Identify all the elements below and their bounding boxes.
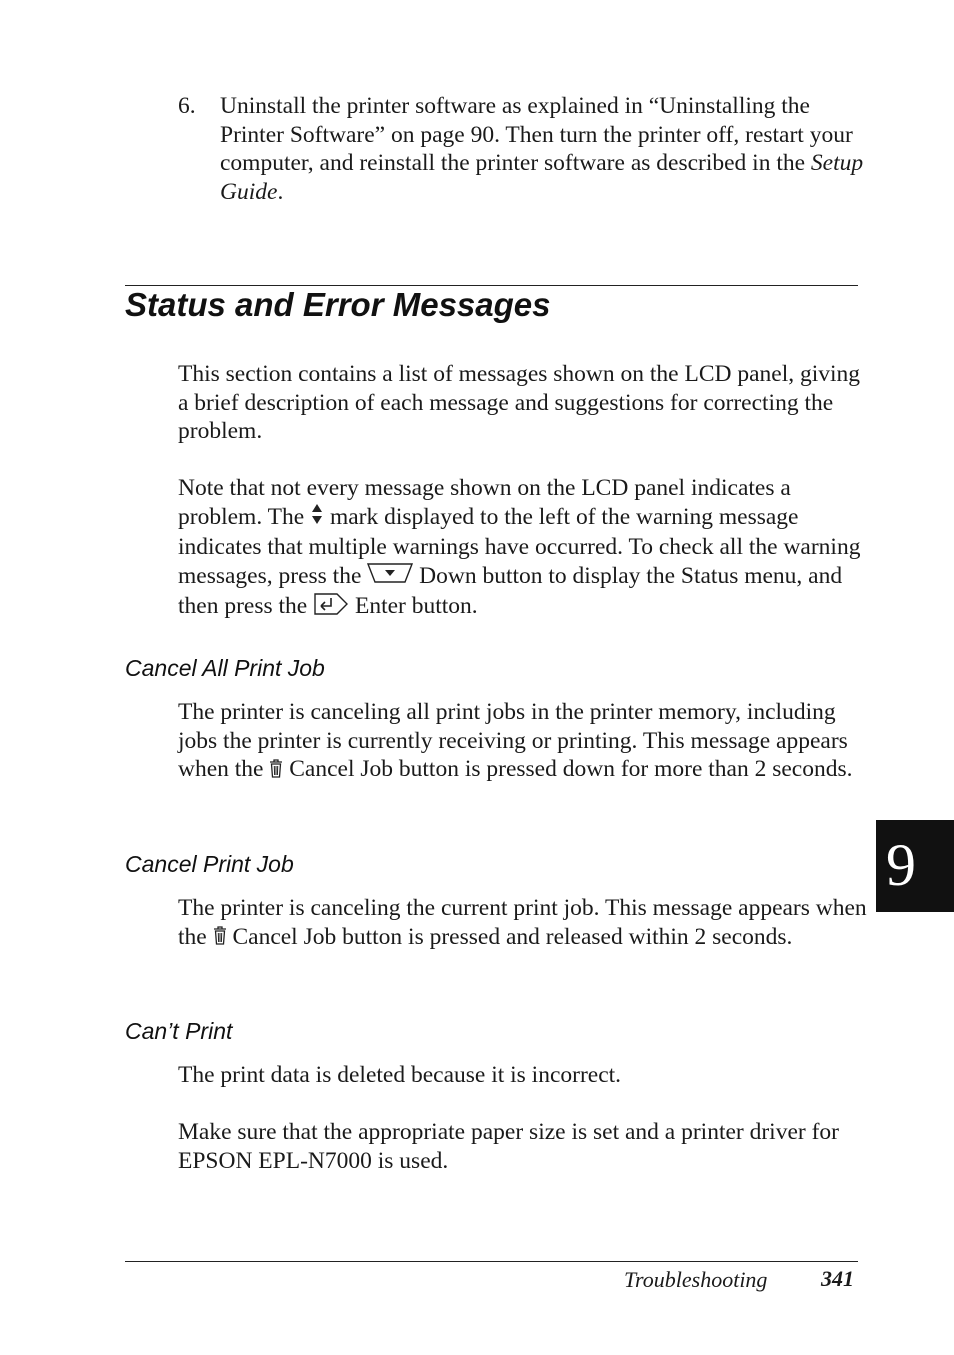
page-number: 341 xyxy=(821,1266,854,1291)
enter-button-icon xyxy=(313,592,349,624)
footer-section: Troubleshooting xyxy=(624,1267,768,1292)
message-solution: Make sure that the appropriate paper size is set and a printer driver for EPSON EPL-N7000 is used. xyxy=(178,1119,839,1174)
message-heading: Cancel All Print Job xyxy=(125,655,325,681)
up-down-arrow-icon xyxy=(310,503,324,533)
chapter-tab xyxy=(876,820,954,912)
step-number: 6. xyxy=(178,93,196,119)
section-intro: This section contains a list of messages shown on the LCD panel, giving a brief description of each message and suggestions for correcting the problem. xyxy=(178,361,861,445)
cancel-job-icon xyxy=(269,757,283,786)
message-heading: Cancel Print Job xyxy=(125,851,294,877)
message-description: The printer is canceling all print jobs in the printer memory, including jobs the printer is currently receiving or printing. This message appears when the Cancel Job button is pressed down for more than 2 seconds. xyxy=(178,698,868,785)
cancel-job-icon xyxy=(213,924,227,953)
step-6 xyxy=(178,92,868,206)
step-text: Uninstall the printer software as explained in “Uninstalling the Printer Software” on page 90. Then turn the printer off, restart your computer, and reinstall the printer software as described in the Setup Guide. xyxy=(220,93,864,205)
down-button-icon xyxy=(367,562,413,592)
chapter-number: 9 xyxy=(886,832,916,898)
footer-rule xyxy=(125,1261,858,1262)
message-description: The printer is canceling the current print job. This message appears when the Cancel Job button is pressed and released within 2 seconds. xyxy=(178,894,868,953)
section-note: Note that not every message shown on the LCD panel indicates a problem. The mark displayed to the left of the warning message indicates that multiple warnings have occurred. To check all the warning messages, press the Down button to display the Status menu, and then press the Enter button. xyxy=(178,474,868,624)
message-description: The print data is deleted because it is incorrect. xyxy=(178,1062,622,1088)
section-title: Status and Error Messages xyxy=(125,286,551,323)
message-heading: Can’t Print xyxy=(125,1018,233,1044)
setup-guide-title: Setup Guide xyxy=(220,150,864,205)
